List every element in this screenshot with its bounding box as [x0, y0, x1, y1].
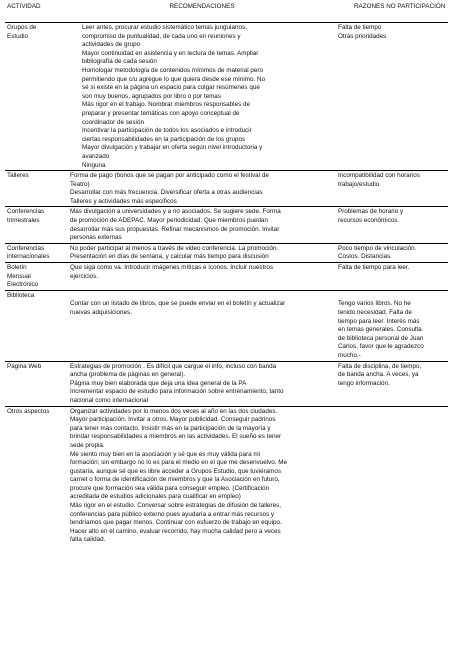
cell-text-line: avanzado: [82, 152, 110, 160]
cell-text-line: Me siento muy bien en la asociación y sé que es muy válida para mi: [70, 450, 261, 458]
cell-text-line: Otros aspectos: [7, 407, 50, 415]
cell-text-line: en temas generales. Consulta: [338, 326, 422, 334]
cell-recomendaciones: [68, 171, 336, 207]
cell-recomendaciones: [68, 23, 336, 171]
cell-text-line: Contar con un listado de libros, que se puede enviar en el boletín y actualizar: [70, 300, 286, 308]
cell-actividad: [5, 290, 68, 361]
cell-text-line: Costos. Distancias.: [338, 253, 392, 261]
cell-text-line: Falta de tiempo para leer.: [338, 264, 410, 272]
cell-text-line: Conferencias: [7, 208, 45, 216]
cell-text-line: Desarrollar con más frecuencia. Diversificar oferta a otras audiencias: [70, 189, 263, 197]
cell-actividad: [5, 23, 68, 171]
cell-text-line: carnet o forma de identificación de miembros y que la Asociación en futuro,: [70, 476, 280, 484]
cell-text-line: compromiso de puntualidad, de cada uno en reuniones y: [82, 32, 241, 40]
cell-text-line: Falta de disciplina, de tiempo,: [338, 362, 422, 370]
cell-text-line: [70, 292, 334, 301]
cell-text-line: Estudio: [7, 32, 29, 40]
cell-text-line: falta calidad.: [70, 536, 106, 544]
cell-text-line: acreditada de estudios adicionales para cualificar en empleo): [70, 493, 241, 501]
cell-text-line: Mayor continuidad en asistencia y en lectura de temas. Ampliar: [82, 49, 259, 57]
cell-actividad: [5, 207, 68, 243]
cell-text-line: Carlos, favor que le agradezco: [338, 343, 424, 351]
cell-text-line: tenido necesidad. Falta de: [338, 309, 412, 316]
cell-text-line: ciertas responsabilidades en la participación de los grupos: [82, 135, 246, 143]
table-row: [5, 406, 448, 545]
table-row: [5, 243, 448, 262]
cell-text-line: Más rigor en el trabajo. Nombrar miembros responsables de: [82, 101, 250, 109]
cell-text-line: son muy buenos, agrupados por libro o por temas: [82, 92, 221, 100]
cell-text-line: para tener más contacto. Insistir más en la participación de la mayoría y: [70, 424, 271, 432]
cell-razones: [336, 263, 448, 291]
cell-text-line: permitiendo que c/u agregue lo que quiera desde ese mínimo. No: [82, 75, 266, 83]
cell-razones: [336, 290, 448, 361]
cell-text-line: Grupos de: [7, 24, 37, 31]
cell-text-line: Ninguna: [82, 161, 106, 169]
table-header-row: [5, 2, 448, 23]
cell-text-line: Problemas de horario y: [338, 208, 404, 216]
cell-text-line: trabajo/estudio: [338, 180, 380, 188]
cell-text-line: Biblioteca: [7, 291, 35, 299]
cell-text-line: conferencias para público externo pues ayudaría a entrar más recursos y: [70, 510, 275, 518]
cell-text-line: de biblioteca personal de Juan: [338, 334, 424, 342]
cell-text-line: brindar responsabilidades a miembros en las actividades. El sueño es tener: [70, 433, 282, 441]
cell-text-line: formación; sin embargo no lo es para el medio en el que me desenvuelvo. Me: [70, 459, 288, 467]
cell-text-line: tendríamos que pagar menos. Continuar con esfuerzo de trabajo en equipo.: [70, 519, 282, 527]
cell-text-line: Forma de pago (bonos que se pagan por anticipado como el festival de: [70, 172, 269, 180]
cell-text-line: de promoción de ADEPAC. Mayor periodicidad. Que miembros puedan: [70, 217, 268, 225]
cell-text-line: Otras prioridades: [338, 32, 387, 40]
cell-text-line: procure que formación sea válida para conseguir empleo. (Certificación: [70, 484, 270, 492]
cell-text-line: bibliografía de cada sesión: [82, 58, 157, 66]
cell-text-line: de banda ancha. A veces, ya: [338, 371, 419, 379]
cell-text-line: preparar y presentar temáticas con apoyo conceptual de: [82, 109, 240, 117]
cell-text-line: desarrollar más sus propuestas. Refinar mecanismos de promoción. Invitar: [70, 225, 280, 233]
cell-text-line: Mayor divulgación y trabajar en oferta según nivel introductoria y: [82, 144, 263, 152]
cell-recomendaciones: [68, 207, 336, 243]
cell-text-line: tengo información.: [338, 379, 390, 387]
cell-text-line: Presentación en días de semana, y calcular más tiempo para discusión: [70, 253, 269, 261]
cell-actividad: [5, 171, 68, 207]
cell-recomendaciones: [68, 263, 336, 291]
table-row: [5, 263, 448, 291]
table-row: [5, 207, 448, 243]
cell-text-line: Incompatibilidad con horarios: [338, 172, 420, 180]
cell-recomendaciones: [68, 290, 336, 361]
cell-text-line: [338, 292, 446, 301]
cell-recomendaciones: [68, 243, 336, 262]
cell-text-line: Hacer alto en el camino, evaluar recorrido, hay mucha calidad pero a veces: [70, 527, 281, 535]
recommendations-table: [5, 2, 448, 545]
cell-text-line: Página Web: [7, 362, 42, 370]
cell-text-line: personas externas: [70, 234, 122, 242]
cell-razones: [336, 406, 448, 545]
cell-text-line: ancha (problema de páginas en general).: [70, 371, 186, 379]
cell-razones: [336, 243, 448, 262]
cell-text-line: Boletín: [7, 264, 27, 272]
cell-text-line: Incentivar la participación de todos los asociados e introducir: [82, 127, 252, 135]
cell-razones: [336, 361, 448, 406]
cell-text-line: nuevas adquisiciones.: [70, 309, 132, 316]
table-row: [5, 171, 448, 207]
cell-text-line: Falta de tiempo: [338, 24, 382, 31]
cell-text-line: Teatro): [70, 180, 90, 188]
cell-text-line: Página muy bien elaborada que deja una idea general de la PA: [70, 379, 247, 387]
table-row: [5, 23, 448, 171]
cell-text-line: tiempo para leer. Interés más: [338, 317, 420, 325]
cell-text-line: sede propia.: [70, 441, 105, 449]
cell-text-line: Conferencias: [7, 244, 45, 252]
cell-text-line: Leer antes, procurar estudio sistemático temas junguianos,: [82, 24, 247, 31]
cell-text-line: nacional como internacional: [70, 396, 149, 404]
cell-text-line: Más rigor en el estudio. Conversar sobre estrategias de difusión de talleres,: [70, 502, 282, 510]
cell-text-line: Talleres y actividades más específicos: [70, 197, 177, 205]
header-actividad: ACTIVIDAD: [5, 2, 68, 23]
cell-text-line: recursos económicos.: [338, 217, 400, 225]
cell-text-line: Tengo varios libros. No he: [338, 300, 411, 308]
cell-recomendaciones: [68, 361, 336, 406]
cell-text-line: Estrategias de promoción . Es difícil que cargue el info, incluso con banda: [70, 362, 277, 370]
cell-razones: [336, 23, 448, 171]
cell-text-line: Poco tiempo de vinculación.: [338, 244, 417, 252]
cell-text-line: Mensual: [7, 272, 31, 280]
cell-text-line: Organizar actividades por lo menos dos veces al año en las dos ciudades.: [70, 407, 278, 415]
cell-text-line: gustaría, aunque sé que es libre acceder a Grupos Estudio, que tuviéramos: [70, 467, 282, 475]
cell-text-line: coordinador de sesión: [82, 118, 144, 126]
table-body: [5, 23, 448, 546]
cell-actividad: [5, 263, 68, 291]
cell-text-line: Electrónico: [7, 281, 39, 289]
cell-recomendaciones: [68, 406, 336, 545]
cell-text-line: Talleres: [7, 172, 29, 180]
cell-actividad: [5, 361, 68, 406]
cell-text-line: Incrementar espacio de estudio para información sobre entrenamiento, tanto: [70, 388, 284, 396]
cell-razones: [336, 171, 448, 207]
cell-text-line: Más divulgación a universidades y a no asociados. Se sugiere sede. Forma: [70, 208, 281, 216]
cell-text-line: Mayor participación. Invitar a otros. Mayor publicidad. Conseguir padrinos: [70, 416, 276, 424]
cell-text-line: Que siga como va. Introducir imágenes míticas e íconos. Incluir nuestros: [70, 264, 273, 272]
header-recomendaciones: RECOMENDACIONES: [68, 2, 336, 23]
cell-text-line: No poder participar al menos a través de video conferencia. La promoción.: [70, 244, 279, 252]
cell-text-line: trimestrales: [7, 217, 40, 225]
table-row: [5, 361, 448, 406]
header-razones: RAZONES NO PARTICIPACIÓN: [336, 2, 448, 23]
cell-text-line: sé si existe en la página un espacio para colgar resúmenes que: [82, 84, 260, 92]
cell-actividad: [5, 243, 68, 262]
cell-actividad: [5, 406, 68, 545]
cell-text-line: mucho.-: [338, 351, 361, 359]
cell-text-line: ejercicios.: [70, 272, 98, 280]
cell-razones: [336, 207, 448, 243]
table-row: [5, 290, 448, 361]
cell-text-line: actividades de grupo: [82, 41, 141, 49]
cell-text-line: Homologar metodología de contenidos mínimos de material pero: [82, 66, 263, 74]
cell-text-line: internacionales: [7, 253, 50, 261]
